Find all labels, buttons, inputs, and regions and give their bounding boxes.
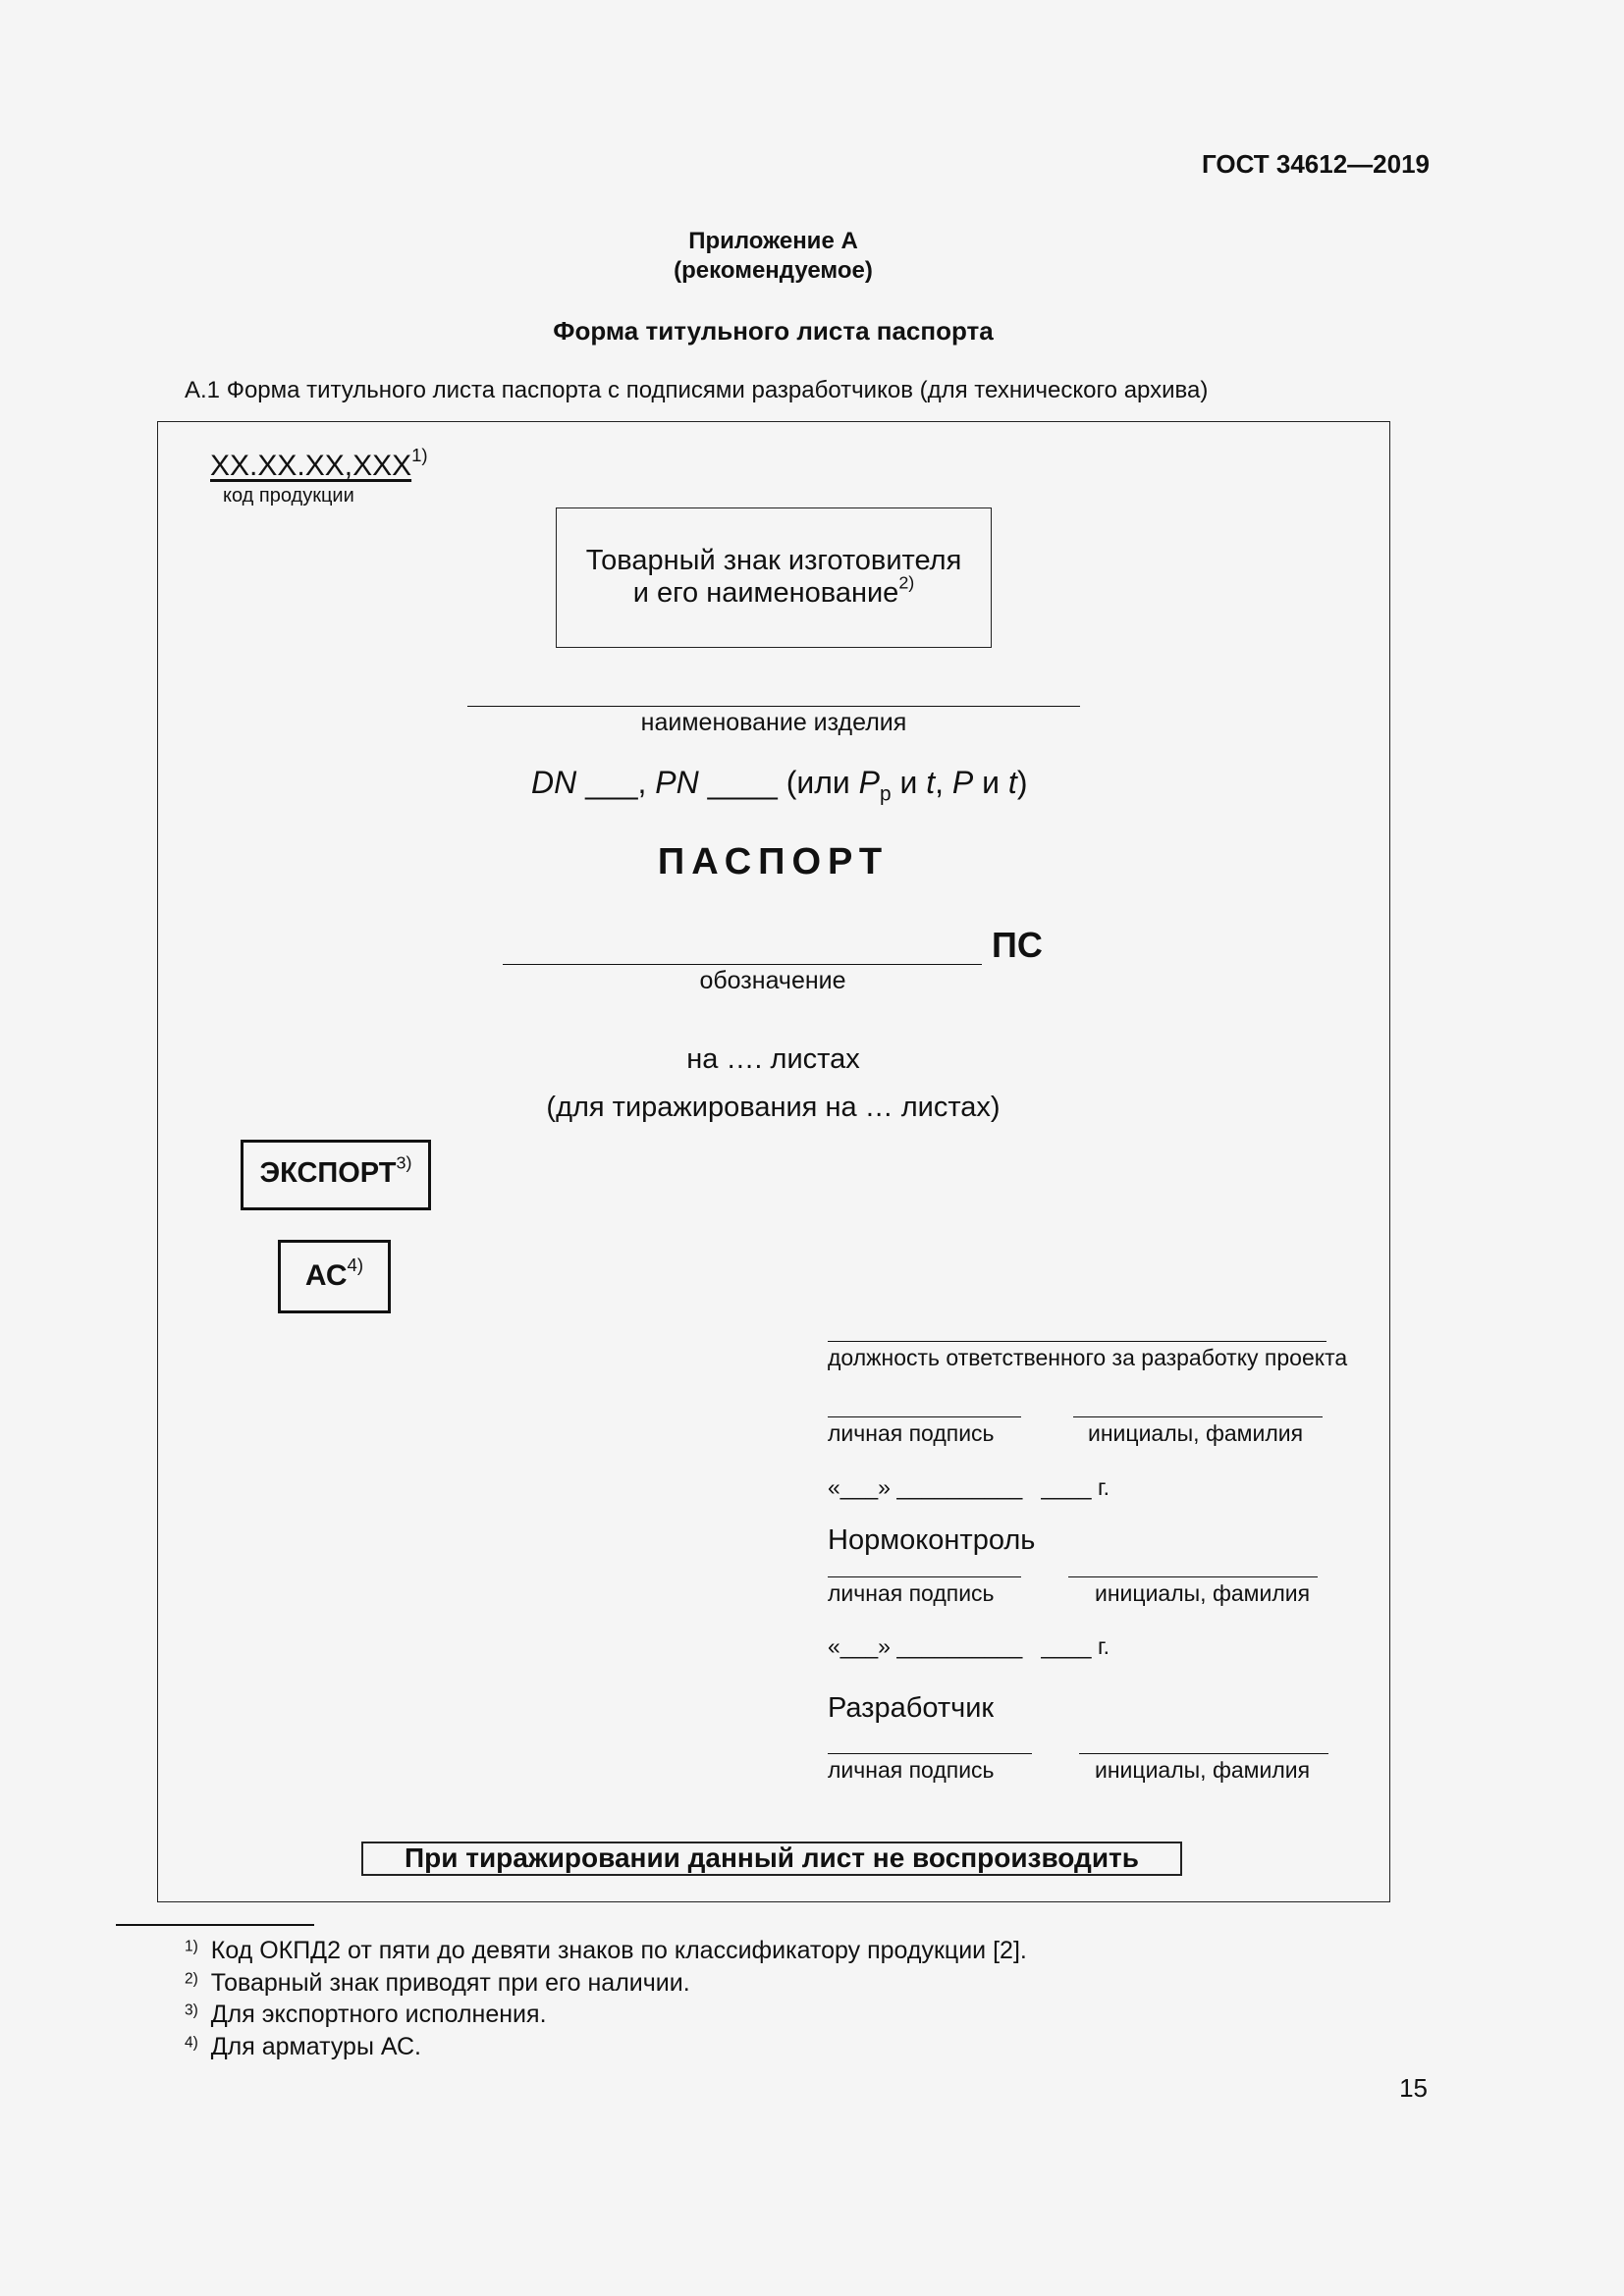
signature-line-2 (828, 1576, 1021, 1577)
ac-text: АС (304, 1259, 348, 1292)
trademark-line-1: Товарный знак изготовителя (585, 545, 962, 576)
signature-caption-2: личная подпись (828, 1580, 995, 1606)
sheets-count-copies: (для тиражирования на … листах) (546, 1092, 1001, 1123)
designation-suffix: ПС (992, 925, 1043, 965)
dn-symbol: DN (531, 765, 577, 800)
document-number: ГОСТ 34612—2019 (1202, 149, 1430, 179)
signature-line-3 (828, 1753, 1032, 1754)
footnote-2 (185, 1969, 690, 1998)
product-name-caption: наименование изделия (640, 709, 907, 736)
responsible-line (828, 1341, 1326, 1342)
responsible-caption: должность ответственного за разработку проекта (828, 1345, 1348, 1370)
and-2: и (973, 765, 1008, 800)
product-code-caption: код продукции (223, 485, 354, 507)
ac-label (278, 1255, 391, 1293)
product-name-line (467, 706, 1080, 707)
footnote-2-ref: 2) (185, 1970, 198, 1988)
designation-caption: обозначение (699, 967, 846, 994)
footnote-4-text: Для арматуры АС. (210, 2033, 421, 2060)
name-caption-3: инициалы, фамилия (1095, 1757, 1311, 1783)
footnote-ref-3: 3) (396, 1152, 412, 1173)
footnote-ref-2: 2) (898, 572, 915, 593)
product-code-value: ХХ.ХХ.ХХ,ХХХ (210, 450, 412, 482)
footnote-1-ref: 1) (185, 1938, 198, 1955)
export-text: ЭКСПОРТ (259, 1157, 397, 1189)
p-symbol: P (858, 765, 881, 800)
appendix-title: Приложение А (688, 228, 858, 254)
appendix-status: (рекомендуемое) (674, 257, 873, 284)
name-line-2 (1068, 1576, 1318, 1577)
name-line-1 (1073, 1416, 1323, 1417)
p-symbol-2: P (951, 765, 974, 800)
name-line-3 (1079, 1753, 1328, 1754)
appendix-heading: Форма титульного листа паспорта (553, 316, 994, 346)
footnote-3 (185, 2001, 547, 2029)
p-subscript: р (880, 782, 892, 806)
and-1: и (891, 765, 927, 800)
trademark-line-2-text: и его наименование (632, 577, 899, 609)
t-symbol-1: t (926, 765, 936, 800)
date-line-1: «___» __________ ____ г. (828, 1474, 1110, 1500)
dn-pn-parameters (531, 765, 1027, 806)
footnote-1 (185, 1937, 1027, 1965)
page-number: 15 (1399, 2073, 1428, 2103)
footnote-3-ref: 3) (185, 2002, 198, 2019)
pn-symbol: PN (655, 765, 699, 800)
trademark-line-2 (556, 572, 992, 610)
passport-title: ПАСПОРТ (657, 841, 890, 882)
signature-line-1 (828, 1416, 1021, 1417)
signature-caption-1: личная подпись (828, 1420, 995, 1446)
footnote-ref-4: 4) (347, 1255, 364, 1276)
footnote-3-text: Для экспортного исполнения. (210, 2001, 547, 2028)
export-label (241, 1152, 431, 1190)
footnote-separator (116, 1924, 314, 1926)
no-reproduce-notice: При тиражировании данный лист не воспроизводить (405, 1842, 1139, 1873)
clause-text: А.1 Форма титульного листа паспорта с подписями разработчиков (для технического архива) (185, 377, 1209, 403)
name-caption-2: инициалы, фамилия (1095, 1580, 1311, 1606)
normcontrol-label: Нормоконтроль (828, 1524, 1036, 1556)
pn-blank: ____ (698, 765, 786, 800)
product-code (210, 445, 428, 483)
name-caption-1: инициалы, фамилия (1088, 1420, 1304, 1446)
footnote-1-text: Код ОКПД2 от пяти до девяти знаков по классификатору продукции [2]. (210, 1937, 1027, 1964)
t-symbol-2: t (1007, 765, 1017, 800)
comma: , (935, 765, 952, 800)
dn-blank: ___, (576, 765, 656, 800)
date-line-2: «___» __________ ____ г. (828, 1633, 1110, 1659)
footnote-4 (185, 2033, 421, 2061)
footnote-2-text: Товарный знак приводят при его наличии. (210, 1969, 690, 1997)
footnote-ref-1: 1) (411, 445, 428, 466)
designation-line (503, 964, 982, 965)
developer-label: Разработчик (828, 1692, 995, 1724)
sheets-count: на …. листах (686, 1043, 860, 1075)
alt-close: ) (1016, 765, 1028, 800)
alt-open: (или (785, 765, 859, 800)
signature-caption-3: личная подпись (828, 1757, 995, 1783)
footnote-4-ref: 4) (185, 2034, 198, 2052)
